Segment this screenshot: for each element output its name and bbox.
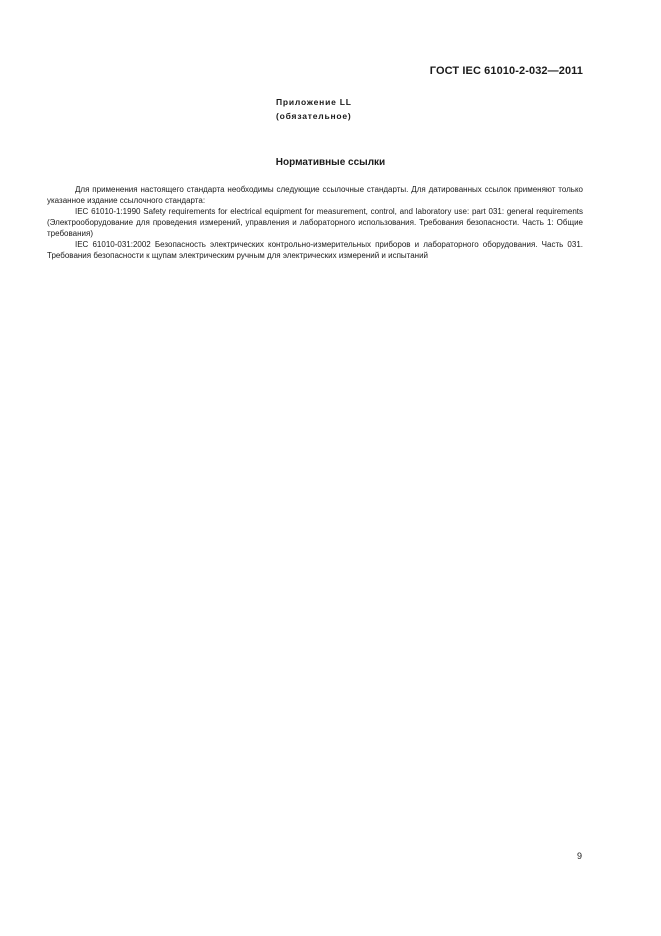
paragraph-reference-1: IEC 61010-1:1990 Safety requirements for electrical equipment for measurement, control, and laboratory use: part 031: general requirements (Электрооборудование для проведения измерений, управления и лабораторного использования. Требования безопасности. Часть 1: Общие требования)	[47, 207, 583, 238]
annex-status: (обязательное)	[276, 111, 352, 121]
page-number: 9	[576, 851, 582, 861]
paragraph-intro: Для применения настоящего стандарта необходимы следующие ссылочные стандарты. Для датированных ссылок применяют только указанное издание ссылочного стандарта:	[47, 185, 583, 205]
section-title: Нормативные ссылки	[275, 157, 386, 168]
document-header-id: ГОСТ IEC 61010-2-032—2011	[429, 65, 583, 77]
body-text	[47, 184, 583, 261]
annex-title: Приложение LL	[276, 97, 352, 107]
paragraph-reference-2: IEC 61010-031:2002 Безопасность электрических контрольно-измерительных приборов и лабораторного оборудования. Часть 031. Требования безопасности к щупам электрическим ручным для электрических измерений и испытаний	[47, 240, 583, 260]
annex-heading	[276, 95, 352, 123]
